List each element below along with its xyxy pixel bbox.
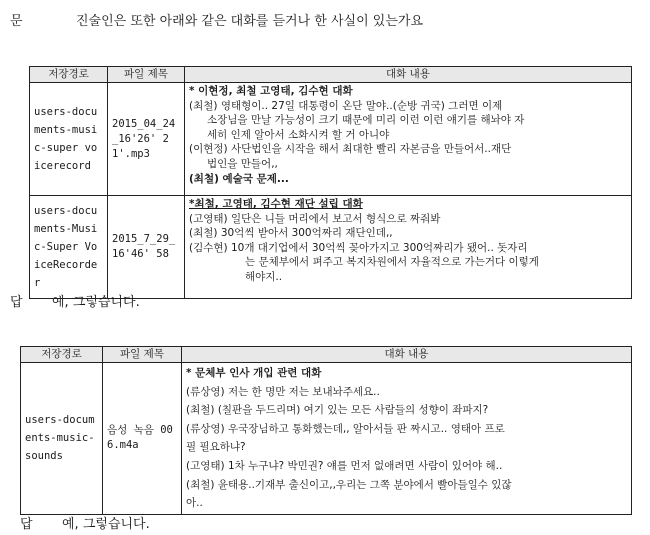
table-header-row <box>21 347 632 363</box>
header-file-title: 파일 제목 <box>103 347 182 363</box>
table-row <box>30 196 632 299</box>
header-file-title: 파일 제목 <box>108 67 185 83</box>
question-mark: 문 <box>10 14 23 29</box>
conversation-cell <box>182 363 632 515</box>
conversation-line: (류상영) 우국장님하고 통화했는데,, 알아서들 판 짜시고.. 영태아 프로 <box>186 422 505 435</box>
answer-line-1 <box>10 291 140 310</box>
conversation-line: 소장님을 만날 가능성이 크기 때문에 미리 이런 이런 얘기를 해놔야 자 <box>207 114 525 127</box>
conversation-line: (최철) 예술국 문제... <box>189 172 289 185</box>
recording-table-1 <box>29 66 632 299</box>
storage-path-cell: users-documents-Music-Super VoiceRecorder <box>30 196 108 299</box>
header-storage-path: 저장경로 <box>21 347 103 363</box>
answer-text: 예, 그렇습니다. <box>62 517 150 532</box>
conversation-cell <box>185 83 632 196</box>
recording-table-2 <box>20 346 632 515</box>
conversation-title: * 문체부 인사 개입 관련 대화 <box>186 367 322 379</box>
conversation-line: (최철) 영태형이.. 27일 대통령이 온단 말야..(순방 귀국) 그러면 이제 <box>189 99 503 112</box>
conversation-line: 법인을 만들어,, <box>207 157 278 170</box>
answer-line-2 <box>20 513 150 532</box>
conversation-line: (최철) 30억씩 받아서 300억짜리 재단인데,, <box>189 227 393 240</box>
conversation-line: (최철) (칠판을 두드리며) 여기 있는 모든 사람들의 성향이 좌파지? <box>186 404 489 417</box>
header-conversation: 대화 내용 <box>185 67 632 83</box>
header-conversation: 대화 내용 <box>182 347 632 363</box>
header-storage-path: 저장경로 <box>30 67 108 83</box>
conversation-line: 세히 인제 알아서 소화시켜 할 거 아니야 <box>207 128 390 141</box>
file-title-cell: 2015_04_24_16'26' 21'.mp3 <box>108 83 185 196</box>
conversation-line: (김수현) 10개 대기업에서 30억씩 꽂아가지고 300억짜리가 됐어.. 돗자리 <box>189 241 528 254</box>
storage-path-cell: users-documents-music-sounds <box>21 363 103 515</box>
table-row <box>30 83 632 196</box>
answer-mark: 답 <box>10 295 23 310</box>
conversation-line: 아.. <box>186 497 203 510</box>
conversation-line: 필 필요하냐? <box>186 441 246 454</box>
file-title-cell: 2015_7_29_16'46' 58 <box>108 196 185 299</box>
conversation-line: 해야지.. <box>245 270 283 283</box>
conversation-line: (고영태) 일단은 니들 머리에서 보고서 형식으로 짜줘봐 <box>189 212 441 225</box>
question-line <box>6 10 423 29</box>
conversation-line: 는 문체부에서 펴주고 복지차원에서 자율적으로 가는거다 이렇게 <box>245 256 539 269</box>
file-title-cell: 음성 녹음 006.m4a <box>103 363 182 515</box>
storage-path-cell: users-documents-music-super voicerecord <box>30 83 108 196</box>
conversation-line: (최철) 윤태용..기재부 출신이고,,우리는 그쪽 분야에서 빨아들일수 있잖 <box>186 478 512 491</box>
question-text: 진술인은 또한 아래와 같은 대화를 듣거나 한 사실이 있는가요 <box>76 14 424 29</box>
conversation-title: * 이현정, 최철 고영태, 김수현 대화 <box>189 85 353 97</box>
table-header-row <box>30 67 632 83</box>
conversation-line: (고영태) 1차 누구냐? 박민권? 얘를 먼저 없애려면 사람이 있어야 해.. <box>186 459 503 472</box>
answer-mark: 답 <box>20 517 33 532</box>
conversation-line: (류상영) 저는 한 명만 저는 보내놔주세요.. <box>186 385 380 398</box>
table-row <box>21 363 632 515</box>
conversation-line: (이현정) 사단법인을 시작을 해서 최대한 빨리 자본금을 만들어서..재단 <box>189 143 512 156</box>
answer-text: 예, 그렇습니다. <box>52 295 140 310</box>
conversation-title: *최철, 고영태, 김수현 재단 설립 대화 <box>189 198 363 210</box>
conversation-cell <box>185 196 632 299</box>
